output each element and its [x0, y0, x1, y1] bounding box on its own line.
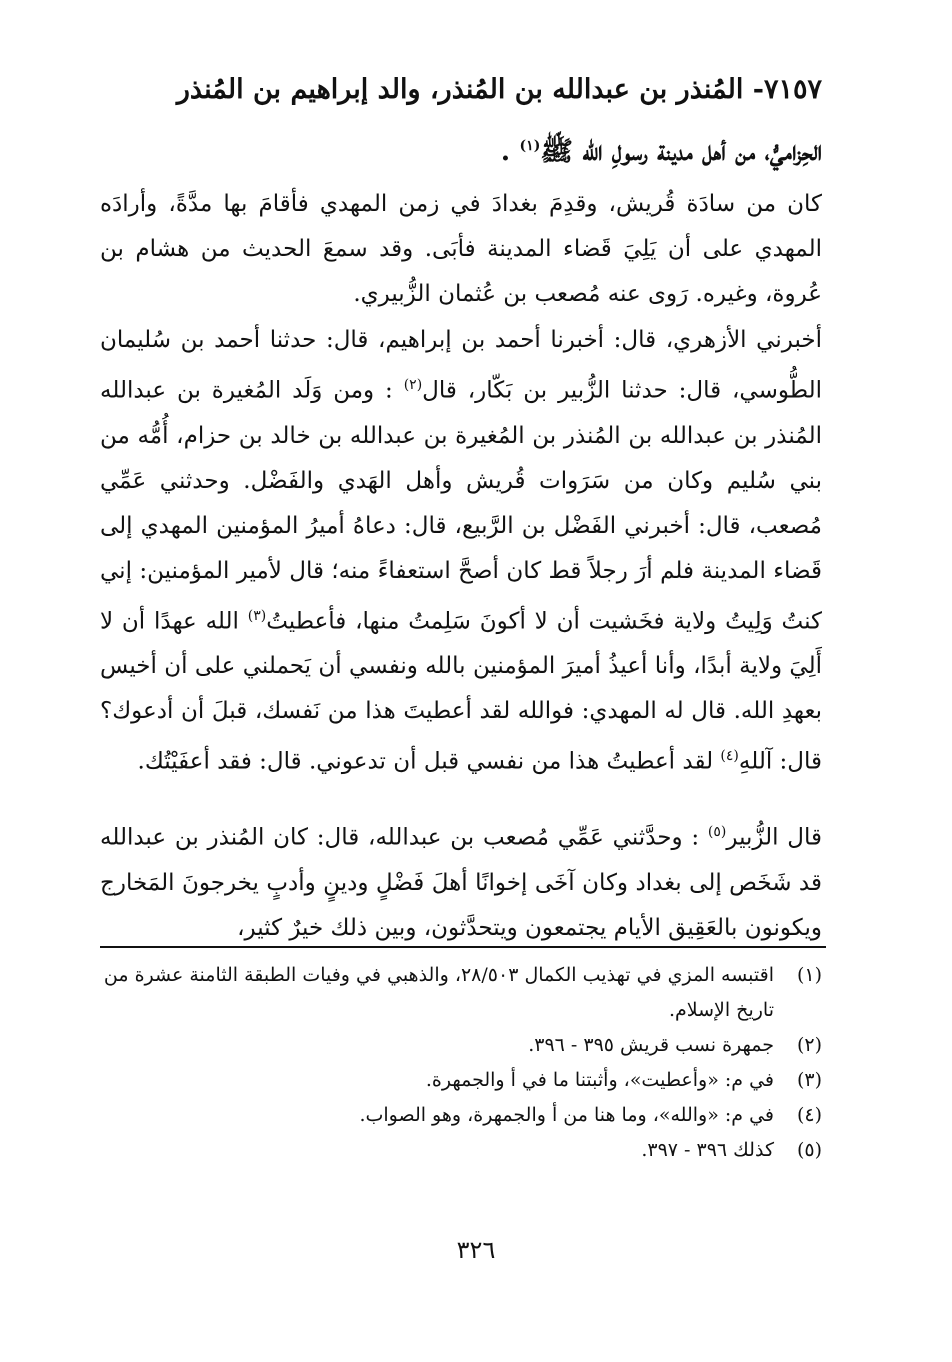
- footnote-ref-3: (٣): [247, 607, 267, 624]
- paragraph-3: [100, 810, 822, 951]
- footnote-item: [100, 958, 822, 1028]
- paragraph-3-part-b: : وحدَّثني عَمِّي مُصعب بن عبدالله، قال: كان المُنذر بن عبدالله قد شَخَص إلى بغداد وكان آخَى إخوانًا أهلَ فَضْلٍ ودينٍ وأدبٍ يخرجونَ المَخارج ويكونون بالعَقِيق الأيام يجتمعون ويتحدَّثون، وبين ذلك خيرٌ كثير،: [100, 824, 822, 941]
- page-number: ٣٢٦: [456, 1236, 496, 1264]
- footnote-text: جمهرة نسب قريش ٣٩٥ - ٣٩٦.: [528, 1034, 774, 1056]
- footnote-ref-1: (١): [519, 138, 541, 154]
- footnotes: [100, 958, 822, 1168]
- footnote-ref-5: (٥): [707, 824, 727, 840]
- footnote-divider: [100, 946, 826, 948]
- footnote-item: [100, 1098, 822, 1133]
- paragraph-2-part-d: لقد أعطيتُ هذا من نفسي قبل أن تدعوني. قال: فقد أعفَيْتُك.: [137, 748, 721, 775]
- paragraph-3-part-a: قال الزُّبير: [726, 824, 822, 851]
- footnote-text: في م: «والله»، وما هنا من أ والجمهرة، وهو الصواب.: [359, 1104, 774, 1126]
- footnote-number: (١): [796, 964, 822, 986]
- paragraph-2: [100, 318, 822, 785]
- footnote-text: في م: «وأعطيت»، وأثبتنا ما في أ والجمهرة.: [425, 1069, 774, 1091]
- footnote-number: (٤): [796, 1104, 822, 1126]
- paragraph-2-part-b: : ومن وَلَد المُغيرة بن عبدالله المُنذر بن عبدالله بن المُنذر بن المُغيرة بن عبدالله بن خالد بن حزام، أُمُّه من بني سُليم وكان من سَرَوات قُريش وأهل الهَدي والفَضْل. وحدثني عَمِّي مُصعب، قال: أخبرني الفَضْل بن الرَّبيع، قال: دعاهُ أميرُ المؤمنين المهدي إلى قَضاء المدينة فلم أرَ رجلاً قط كان أصحَّ استعفاءً منه؛ قال لأمير المؤمنين: إني كنتُ وَلِيتُ ولاية فخَشيت أن لا أكونَ سَلِمتُ منها، فأعطيتُ: [100, 377, 822, 635]
- footnote-item: [100, 1028, 822, 1063]
- footnote-number: (٣): [796, 1069, 822, 1091]
- heading-line-2: الحِزاميُّ، من أهل مدينة رسولِ الله ﷺ: [540, 136, 822, 167]
- paragraph-2-part-c: الله عهدًا أن لا أَلِيَ ولاية أبدًا، وأنا أعيذُ أميرَ المؤمنين بالله ونفسي أن يَحملني على أن أخيس بعهدِ الله. قال له المهدي: فوالله لقد أعطيتَ هذا من نَفسك، قبلَ أن أدعوك؟ قال: آللهِ: [100, 608, 822, 775]
- footnote-ref-4: (٤): [720, 748, 739, 765]
- footnote-text: اقتبسه المزي في تهذيب الكمال ٢٨/٥٠٣، والذهبي في وفيات الطبقة الثامنة عشرة من تاريخ الإسلام.: [103, 964, 774, 1021]
- footnote-item: [100, 1063, 822, 1098]
- footnote-text: كذلك ٣٩٦ - ٣٩٧.: [641, 1139, 774, 1161]
- heading-end: .: [500, 136, 520, 167]
- paragraph-1: كان من سادَة قُريش، وقدِمَ بغدادَ في زمن المهدي فأقامَ بها مدَّةً، وأرادَه المهدي على أن يَلِيَ قَضاء المدينة فأبَى. وقد سمعَ الحديث من هشام بن عُروة، وغيره. رَوى عنه مُصعب بن عُثمان الزُّبيري.: [100, 191, 822, 307]
- footnote-ref-2: (٢): [403, 377, 423, 393]
- entry-heading: [100, 62, 822, 180]
- footnote-item: [100, 1133, 822, 1168]
- footnote-number: (٥): [796, 1139, 822, 1161]
- footnote-number: (٢): [796, 1034, 822, 1056]
- paragraph-2-part-a: أخبرني الأزهري، قال: أخبرنا أحمد بن إبراهيم، قال: حدثنا أحمد بن سُليمان الطُّوسي، قال: حدثنا الزُّبير بن بَكّار، قال: [100, 327, 822, 404]
- heading-line-1: ٧١٥٧- المُنذر بن عبدالله بن المُنذر، والد إبراهيم بن المُنذر: [176, 74, 822, 105]
